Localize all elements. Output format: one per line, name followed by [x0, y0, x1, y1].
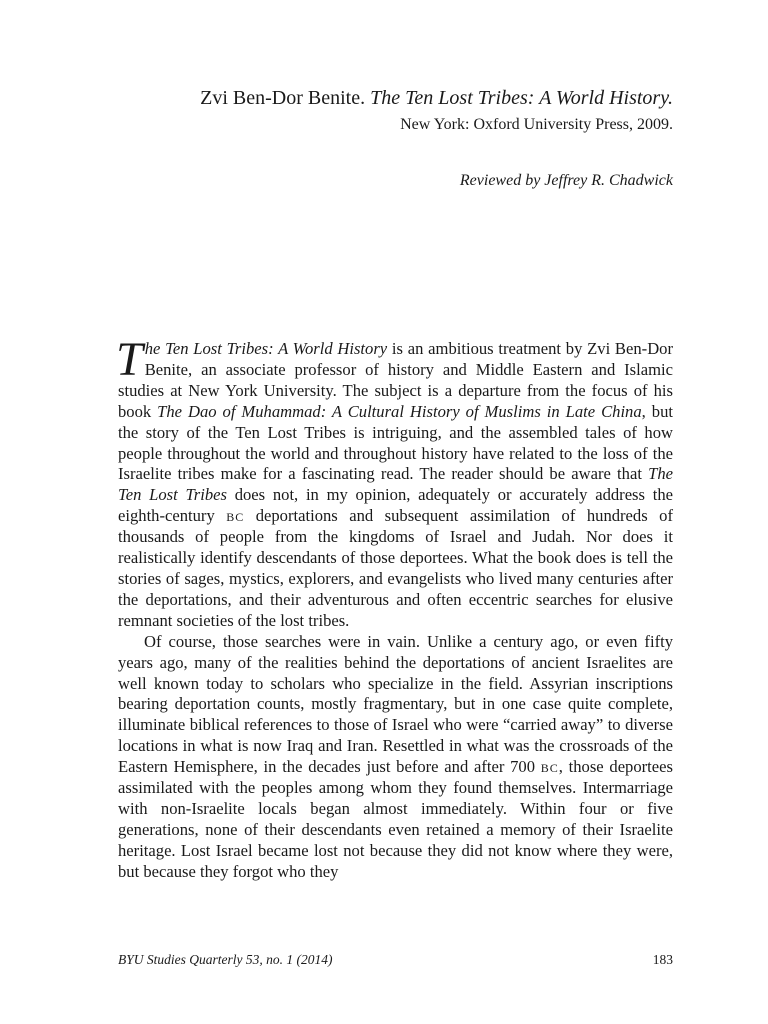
journal-citation: BYU Studies Quarterly 53, no. 1 (2014): [118, 952, 333, 967]
era-abbrev: bc: [226, 506, 245, 526]
book-title-ref: The Ten Lost Tribes: [118, 464, 673, 505]
author-name: Zvi Ben-Dor Benite.: [200, 87, 366, 109]
book-citation: [118, 84, 673, 112]
text-run: deportations and subsequent assimilation of hundreds of thousands of people from the kingdoms of Israel and Judah. Nor does it realistically identify descendants of those deportees. What the book does is tell the stories of sages, mystics, explorers, and evangelists who lived many centuries after the deportations, and their adventurous and often eccentric searches for elusive remnant societies of the lost tribes.: [118, 506, 673, 630]
drop-cap: T: [116, 333, 143, 386]
text-run: does not, in my opinion, adequately or accurately address the eighth-century: [118, 485, 673, 526]
paragraph-2: [118, 632, 673, 883]
paragraph-1: [116, 333, 673, 632]
text-run: is an ambitious treatment by Zvi Ben-Dor Benite, an associate professor of history and Middle Eastern and Islamic studies at New York University. The subject is a departure from the focus of his book: [118, 339, 673, 421]
text-run: , but the story of the Ten Lost Tribes is intriguing, and the assembled tales of how people throughout the world and throughout history have related to the loss of the Israelite tribes make for a fascinating read. The reader should be aware that: [118, 401, 673, 484]
page-number: 183: [652, 952, 673, 967]
book-title-ref: The Dao of Muhammad: A Cultural History of Muslims in Late China: [157, 401, 642, 421]
book-title: The Ten Lost Tribes: A World History.: [370, 87, 673, 109]
publication-info: New York: Oxford University Press, 2009.: [400, 116, 673, 133]
reviewer-byline: Reviewed by Jeffrey R. Chadwick: [459, 172, 673, 189]
text-run: , those deportees assimilated with the peoples among whom they found themselves. Intermarriage with non-Israelite locals began almost immediately. Within four or five generations, none of their descendants even retained a memory of their Israelite heritage. Lost Israel became lost not because they did not know where they were, but because they forgot who they: [118, 757, 673, 881]
review-body: [116, 333, 673, 883]
text-run: Of course, those searches were in vain. Unlike a century ago, or even fifty years ago, many of the realities behind the deportations of ancient Israelites are well known today to scholars who specialize in the field. Assyrian inscriptions bearing deportation counts, mostly fragmentary, but in one case quite complete, illuminate biblical references to those of Israel who were “carried away” to diverse locations in what is now Iraq and Iran. Resettled in what was the crossroads of the Eastern Hemisphere, in the decades just before and after 700: [118, 631, 673, 777]
article-header: [118, 84, 673, 192]
era-abbrev: bc: [540, 757, 559, 777]
page-footer: [118, 951, 673, 969]
book-title-ref: he Ten Lost Tribes: A World History: [144, 339, 388, 358]
